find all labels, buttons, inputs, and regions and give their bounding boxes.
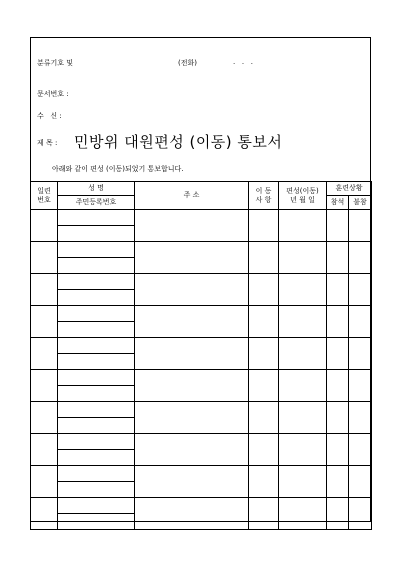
name-cell[interactable] (58, 402, 135, 418)
attended-cell[interactable] (327, 498, 349, 530)
resident-id-cell[interactable] (58, 354, 135, 370)
table-row (31, 466, 372, 482)
address-cell[interactable] (135, 274, 249, 306)
organized-date-cell[interactable] (279, 434, 327, 466)
movement-cell[interactable] (249, 434, 279, 466)
organized-date-cell[interactable] (279, 338, 327, 370)
table-row (31, 402, 372, 418)
absent-cell[interactable] (349, 402, 372, 434)
name-cell[interactable] (58, 242, 135, 258)
header-resident-id: 주민등록번호 (58, 196, 135, 210)
movement-cell[interactable] (249, 498, 279, 530)
movement-cell[interactable] (249, 274, 279, 306)
table-row (31, 498, 372, 514)
resident-id-cell[interactable] (58, 418, 135, 434)
serial-number-cell[interactable] (31, 466, 58, 498)
resident-id-cell[interactable] (58, 450, 135, 466)
name-cell[interactable] (58, 466, 135, 482)
serial-number-cell[interactable] (31, 242, 58, 274)
address-cell[interactable] (135, 306, 249, 338)
name-cell[interactable] (58, 498, 135, 514)
attended-cell[interactable] (327, 210, 349, 242)
address-cell[interactable] (135, 402, 249, 434)
address-cell[interactable] (135, 370, 249, 402)
recipient-label: 수 신 : (37, 112, 62, 120)
serial-number-cell[interactable] (31, 338, 58, 370)
date-field: . . . (233, 58, 254, 66)
attended-cell[interactable] (327, 274, 349, 306)
table-row (31, 338, 372, 354)
name-cell[interactable] (58, 434, 135, 450)
attended-cell[interactable] (327, 338, 349, 370)
header-movement: 이 동 사 항 (249, 182, 279, 210)
attended-cell[interactable] (327, 434, 349, 466)
organized-date-cell[interactable] (279, 210, 327, 242)
serial-number-cell[interactable] (31, 306, 58, 338)
table-row (31, 210, 372, 226)
phone-label: (전화) (178, 59, 197, 67)
movement-cell[interactable] (249, 210, 279, 242)
organized-date-cell[interactable] (279, 370, 327, 402)
organized-date-cell[interactable] (279, 466, 327, 498)
attended-cell[interactable] (327, 402, 349, 434)
address-cell[interactable] (135, 434, 249, 466)
table-row (31, 434, 372, 450)
serial-number-cell[interactable] (31, 370, 58, 402)
organized-date-cell[interactable] (279, 242, 327, 274)
movement-cell[interactable] (249, 338, 279, 370)
header-absent: 불참 (349, 196, 372, 210)
address-cell[interactable] (135, 466, 249, 498)
document-title: 민방위 대원편성 (이동) 통보서 (74, 133, 283, 151)
table-row (31, 274, 372, 290)
serial-number-cell[interactable] (31, 402, 58, 434)
resident-id-cell[interactable] (58, 290, 135, 306)
absent-cell[interactable] (349, 370, 372, 402)
personnel-table (30, 181, 372, 530)
organized-date-cell[interactable] (279, 274, 327, 306)
absent-cell[interactable] (349, 338, 372, 370)
name-cell[interactable] (58, 306, 135, 322)
address-cell[interactable] (135, 498, 249, 530)
absent-cell[interactable] (349, 434, 372, 466)
resident-id-cell[interactable] (58, 514, 135, 530)
subject-label: 제 목 : (37, 139, 58, 147)
header-address: 주 소 (135, 182, 249, 210)
resident-id-cell[interactable] (58, 386, 135, 402)
name-cell[interactable] (58, 370, 135, 386)
serial-number-cell[interactable] (31, 434, 58, 466)
movement-cell[interactable] (249, 242, 279, 274)
header-serial-number: 일련 번호 (31, 182, 58, 210)
name-cell[interactable] (58, 210, 135, 226)
attended-cell[interactable] (327, 242, 349, 274)
attended-cell[interactable] (327, 306, 349, 338)
absent-cell[interactable] (349, 306, 372, 338)
header-training: 훈련상황 (327, 182, 372, 196)
table-row (31, 306, 372, 322)
organized-date-cell[interactable] (279, 402, 327, 434)
attended-cell[interactable] (327, 370, 349, 402)
absent-cell[interactable] (349, 210, 372, 242)
header-name: 성 명 (58, 182, 135, 196)
attended-cell[interactable] (327, 466, 349, 498)
resident-id-cell[interactable] (58, 226, 135, 242)
absent-cell[interactable] (349, 498, 372, 530)
movement-cell[interactable] (249, 402, 279, 434)
document-number-label: 문서번호 : (37, 90, 69, 98)
classification-label: 분류기호 및 (37, 59, 74, 67)
organized-date-cell[interactable] (279, 306, 327, 338)
resident-id-cell[interactable] (58, 482, 135, 498)
table-row (31, 370, 372, 386)
table-row (31, 242, 372, 258)
organized-date-cell[interactable] (279, 498, 327, 530)
name-cell[interactable] (58, 338, 135, 354)
serial-number-cell[interactable] (31, 210, 58, 242)
serial-number-cell[interactable] (31, 274, 58, 306)
address-cell[interactable] (135, 242, 249, 274)
movement-cell[interactable] (249, 466, 279, 498)
address-cell[interactable] (135, 210, 249, 242)
header-attended: 참석 (327, 196, 349, 210)
movement-cell[interactable] (249, 306, 279, 338)
movement-cell[interactable] (249, 370, 279, 402)
resident-id-cell[interactable] (58, 322, 135, 338)
absent-cell[interactable] (349, 274, 372, 306)
absent-cell[interactable] (349, 242, 372, 274)
serial-number-cell[interactable] (31, 498, 58, 530)
intro-text: 아래와 같이 편성 (이동)되었기 통보합니다. (52, 165, 184, 173)
resident-id-cell[interactable] (58, 258, 135, 274)
absent-cell[interactable] (349, 466, 372, 498)
name-cell[interactable] (58, 274, 135, 290)
address-cell[interactable] (135, 338, 249, 370)
header-organized-date: 편성(이동) 년 월 일 (279, 182, 327, 210)
